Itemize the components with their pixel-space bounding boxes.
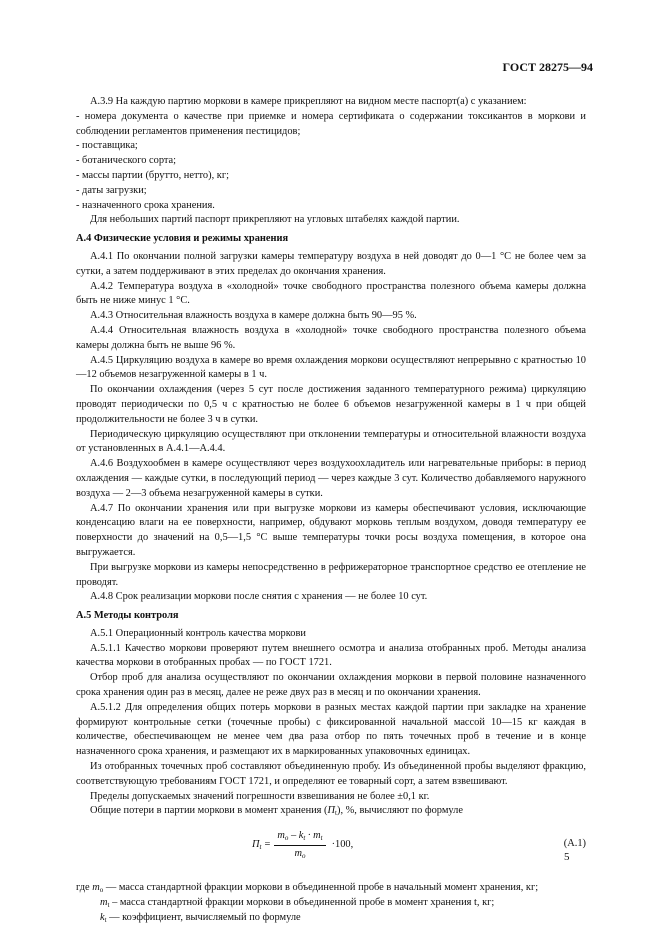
symbol: m	[92, 882, 100, 894]
text-fragment: где	[76, 882, 93, 894]
subscript: t	[107, 901, 110, 910]
where-line-2	[76, 896, 586, 911]
clause-a43: А.4.3 Относительная влажность воздуха в камере должна быть 90—95 %.	[90, 310, 417, 322]
where-line-1	[76, 881, 586, 896]
formula-numerator	[274, 829, 325, 846]
list-item: - ботанического сорта;	[76, 155, 177, 167]
clause-a45-p2: По окончании охлаждения (через 5 сут после достижения заданного температурного режима) циркуляцию проводят периодически по 0,5 ч с кратностью не более 6 объемов незагруженной камеры в 1 ч при общей продолжительности не более 3 ч в сутки.	[76, 384, 586, 425]
section-heading-a5: А.5 Методы контроля	[76, 610, 179, 622]
clause-a41: А.4.1 По окончании полной загрузки камеры температуру воздуха в ней доводят до 0—1 °С не более чем за сутки, а затем поддерживают в этих пределах до окончания хранения.	[76, 250, 586, 277]
subscript: o	[301, 852, 306, 861]
clause-a512-p3: Пределы допускаемых значений погрешности взвешивания не более ±0,1 кг.	[90, 790, 430, 802]
subscript: o	[99, 886, 104, 895]
formula-denominator	[294, 846, 305, 862]
list-item: - массы партии (брутто, нетто), кг;	[76, 169, 229, 181]
text-fragment: — масса стандартной фракции моркови в объединенной пробе в начальный момент хранения, кг;	[103, 882, 539, 894]
list-item: - назначенного срока хранения.	[76, 199, 215, 211]
list-item: - номера документа о качестве при приемке и номера сертификата о содержании токсикантов в моркови и соблюдении регламентов применения пестицидов;	[76, 110, 586, 137]
formula-a1	[76, 827, 586, 875]
list-item: - даты загрузки;	[76, 184, 147, 196]
subscript: o	[284, 834, 289, 843]
clause-a512-p4	[76, 804, 586, 819]
clause-a512: А.5.1.2 Для определения общих потерь моркови в разных местах каждой партии при закладке на хранение формируют контрольные сетки (точечные пробы) с фиксированной начальной массой 10—15 кг каждая в количестве, обеспечивающем не менее чем два раза отбор по пять точечных проб в течение и в конце назначенного срока хранения, и размещают их в маркированных упаковочных единицах.	[76, 701, 586, 758]
subscript: t	[104, 915, 107, 924]
formula-tail: ·100,	[331, 839, 354, 851]
list-item: - поставщика;	[76, 140, 138, 152]
clause-a47-p2: При выгрузке моркови из камеры непосредственно в рефрижераторное транспортное средство ее отепление не проводят.	[76, 561, 586, 588]
subscript: t	[320, 834, 323, 843]
where-line-3	[76, 911, 586, 926]
clause-a51: А.5.1 Операционный контроль качества моркови	[90, 627, 306, 639]
page-number: 5	[564, 851, 570, 863]
clause-a44: А.4.4 Относительная влажность воздуха в «холодной» точке свободного пространства полезного объема камеры должна быть не выше 96 %.	[76, 324, 586, 351]
clause-a39-tail: Для небольших партий паспорт прикрепляют на угловых штабелях каждой партии.	[90, 214, 460, 226]
formula-symbol: m	[277, 830, 285, 842]
document-code: ГОСТ 28275—94	[502, 60, 593, 74]
text-fragment: ), %, вычисляют по формуле	[337, 805, 463, 817]
clause-a511: А.5.1.1 Качество моркови проверяют путем внешнего осмотра и анализа отобранных проб. Методы анализа качества моркови в отобранных пробах — по ГОСТ 1721.	[76, 642, 586, 669]
equation-number: (А.1)	[563, 838, 586, 850]
formula-symbol: П	[252, 839, 260, 851]
clause-a45-p3: Периодическую циркуляцию осуществляют при отклонении температуры и относительной влажности воздуха от установленных в А.4.1—А.4.4.	[76, 428, 586, 455]
section-heading-a4: А.4 Физические условия и режимы хранения	[76, 233, 289, 245]
clause-a39-intro: А.3.9 На каждую партию моркови в камере прикрепляют на видном месте паспорт(а) с указанием:	[90, 96, 527, 107]
subscript: t	[335, 809, 337, 818]
formula-symbol: – k	[288, 830, 304, 842]
symbol: k	[100, 911, 105, 923]
formula-symbol: · m	[305, 830, 321, 842]
document-body	[76, 95, 586, 926]
formula-symbol: m	[294, 848, 302, 860]
symbol: П	[327, 805, 336, 817]
clause-a512-p2: Из отобранных точечных проб составляют объединенную пробу. Из объединенной пробы выделяют фракцию, соответствующую требованиям ГОСТ 1721, и определяют ее товарный сорт, а затем взвешивают.	[76, 761, 586, 787]
formula-fraction	[274, 829, 325, 862]
formula-expression	[252, 829, 353, 862]
formula-lhs	[252, 838, 261, 853]
clause-a42: А.4.2 Температура воздуха в «холодной» точке свободного пространства полезного объема камеры должна быть не ниже минус 1 °С.	[76, 280, 586, 307]
clause-a45: А.4.5 Циркуляцию воздуха в камере во время охлаждения моркови осуществляют непрерывно с кратностью 10—12 объемов незагруженной камеры в 1 ч.	[76, 354, 586, 381]
clause-a47: А.4.7 По окончании хранения или при выгрузке моркови из камеры обеспечивают условия, исключающие конденсацию влаги на ее поверхности, например, обдувают морковь теплым воздухом, доводя температуру ее поверхности до значений на 0,5—1,5 °С выше температуры точки росы воздуха помещения, в которое она выгружается.	[76, 502, 586, 558]
clause-a48: А.4.8 Срок реализации моркови после снятия с хранения — не более 10 сут.	[90, 591, 428, 603]
subscript: t	[303, 834, 306, 843]
clause-a46: А.4.6 Воздухообмен в камере осуществляют через воздухоохладитель или нагревательные приборы: в период охлаждения — каждые сутки, в последующий период — через каждые 3 сут. Количество добавляемого наружного воздуха — 2—3 объема незагруженной камеры в сутки.	[76, 458, 586, 499]
symbol: m	[100, 897, 108, 909]
text-fragment: — коэффициент, вычисляемый по формуле	[106, 911, 301, 923]
formula-equals: =	[264, 839, 271, 851]
text-fragment: – масса стандартной фракции моркови в объединенной пробе в момент хранения t, кг;	[109, 897, 495, 909]
clause-a511-p2: Отбор проб для анализа осуществляют по окончании охлаждения моркови в первой половине назначенного срока хранения один раз в месяц, далее не реже двух раз в месяц и по окончании хранения.	[76, 672, 586, 699]
subscript: t	[259, 843, 262, 852]
text-fragment: Общие потери в партии моркови в момент хранения (	[90, 805, 328, 817]
